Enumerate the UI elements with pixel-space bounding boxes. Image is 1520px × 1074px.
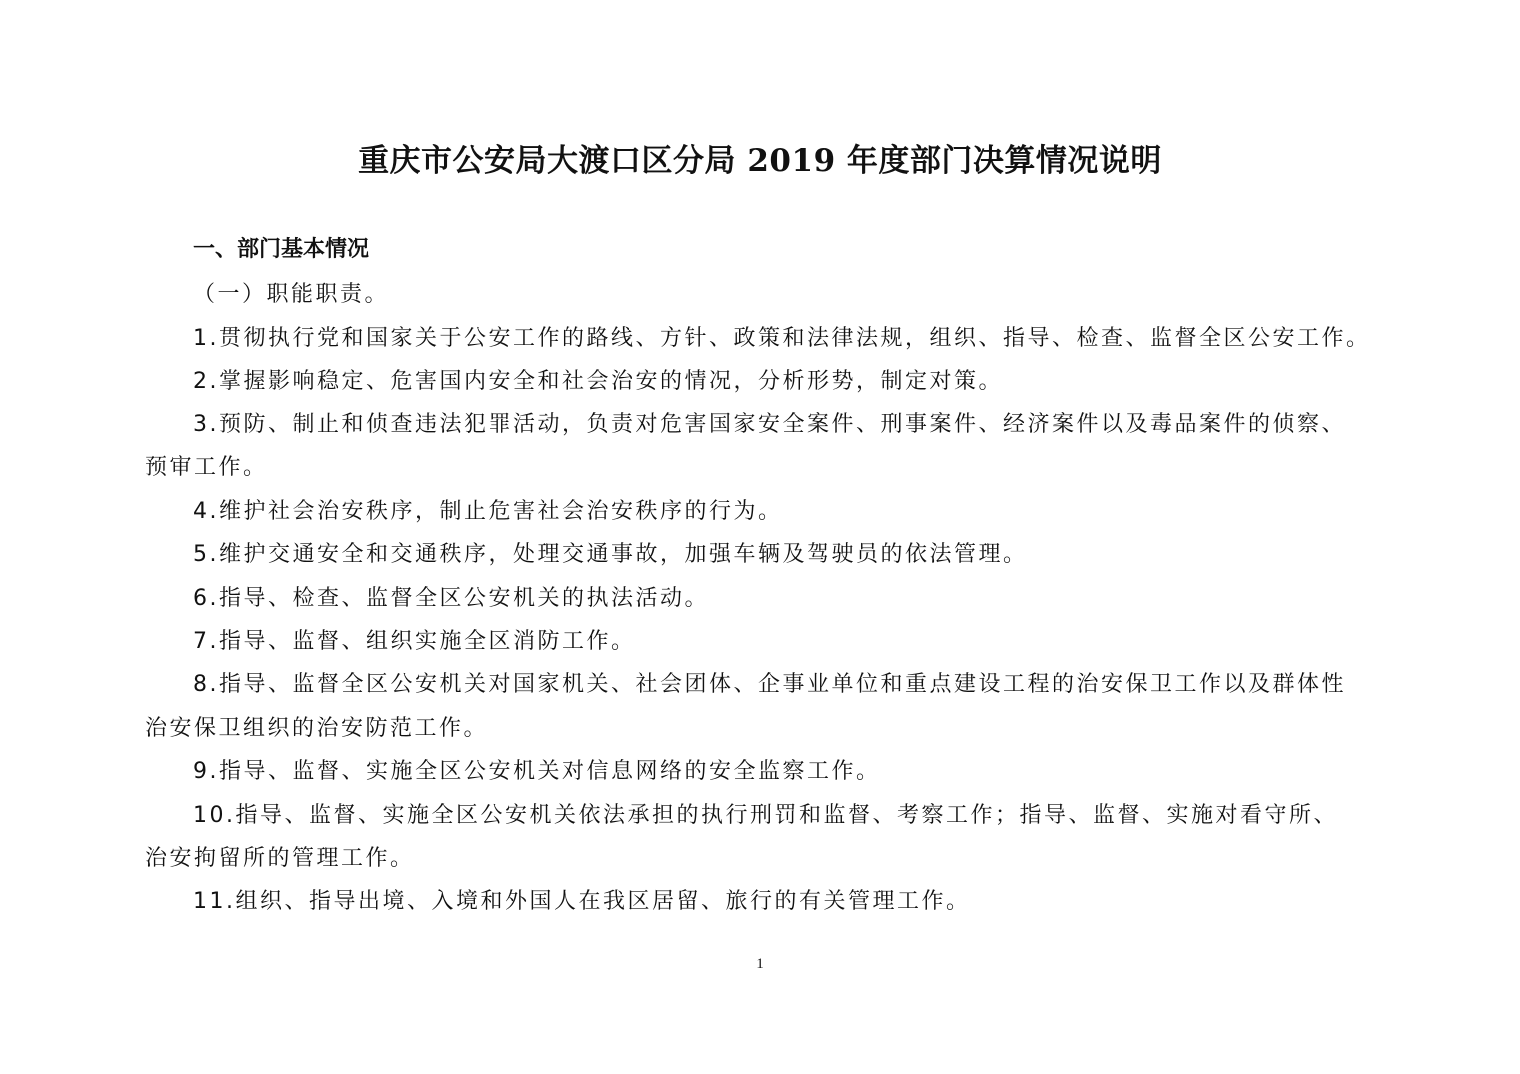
- duty-item-4: 4.维护社会治安秩序，制止危害社会治安秩序的行为。: [193, 499, 783, 524]
- duty-item-1: 1.贯彻执行党和国家关于公安工作的路线、方针、政策和法律法规，组织、指导、检查、监督全区公安工作。: [193, 326, 1371, 351]
- duty-item-5: 5.维护交通安全和交通秩序，处理交通事故，加强车辆及驾驶员的依法管理。: [193, 542, 1028, 567]
- duty-item-3-continuation: 预审工作。: [145, 455, 268, 480]
- duty-item-9: 9.指导、监督、实施全区公安机关对信息网络的安全监察工作。: [193, 759, 881, 784]
- section-heading: 一、部门基本情况: [193, 237, 370, 262]
- duty-item-8-continuation: 治安保卫组织的治安防范工作。: [145, 716, 489, 741]
- duty-item-8: 8.指导、监督全区公安机关对国家机关、社会团体、企事业单位和重点建设工程的治安保卫工作以及群体性: [193, 672, 1346, 697]
- subsection-heading: （一）职能职责。: [193, 282, 390, 307]
- duty-item-3: 3.预防、制止和侦查违法犯罪活动，负责对危害国家安全案件、刑事案件、经济案件以及毒品案件的侦察、: [193, 412, 1346, 437]
- duty-item-10: 10.指导、监督、实施全区公安机关依法承担的执行刑罚和监督、考察工作；指导、监督、实施对看守所、: [193, 803, 1338, 828]
- duty-item-2: 2.掌握影响稳定、危害国内安全和社会治安的情况，分析形势，制定对策。: [193, 369, 1003, 394]
- duty-item-11: 11.组织、指导出境、入境和外国人在我区居留、旅行的有关管理工作。: [193, 889, 971, 914]
- duty-item-7: 7.指导、监督、组织实施全区消防工作。: [193, 629, 636, 654]
- duty-item-10-continuation: 治安拘留所的管理工作。: [145, 846, 415, 871]
- page-number: 1: [756, 956, 764, 972]
- document-title: 重庆市公安局大渡口区分局 2019 年度部门决算情况说明: [358, 143, 1162, 179]
- duty-item-6: 6.指导、检查、监督全区公安机关的执法活动。: [193, 586, 709, 611]
